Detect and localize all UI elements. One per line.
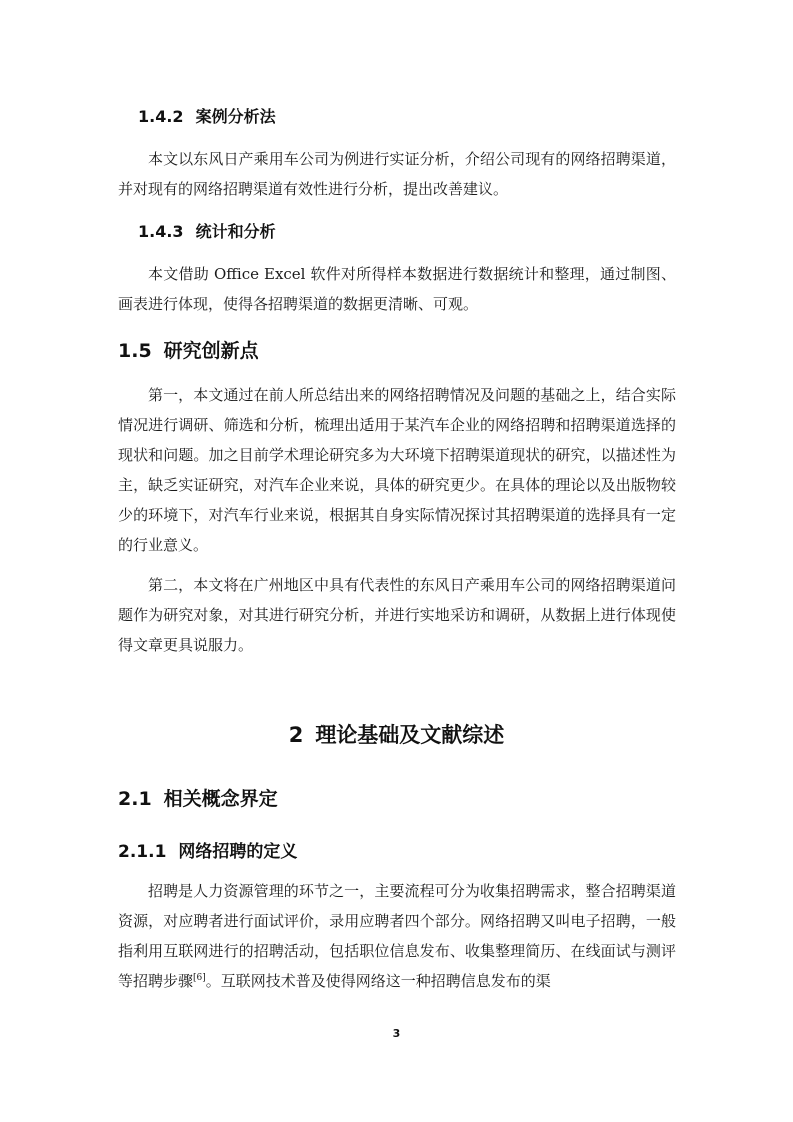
section-number: 2.1.1 [118, 842, 167, 862]
section-heading-2-1-1 [118, 840, 297, 864]
paragraph-text-continued: 。互联网技术普及使得网络这一种招聘信息发布的渠 [205, 972, 551, 990]
chapter-title: 理论基础及文献综述 [315, 723, 505, 747]
paragraph-text: 招聘是人力资源管理的环节之一，主要流程可分为收集招聘需求，整合招聘渠道资源，对应聘者进行面试评价，录用应聘者四个部分。网络招聘又叫电子招聘，一般指利用互联网进行的招聘活动，包括职位信息发布、收集整理简历、在线面试与测评等招聘步骤 [118, 882, 676, 990]
chapter-heading-2 [0, 721, 793, 749]
section-heading-2-1 [118, 787, 278, 811]
section-heading-1-4-3 [138, 222, 276, 242]
section-number: 1.4.2 [138, 107, 184, 126]
page-number: 3 [392, 1027, 401, 1040]
citation-ref: [6] [193, 973, 206, 983]
section-heading-1-4-2 [138, 107, 276, 127]
paragraph-innovation-second: 第二，本文将在广州地区中具有代表性的东风日产乘用车公司的网络招聘渠道问题作为研究对象，对其进行研究分析，并进行实地采访和调研，从数据上进行体现使得文章更具说服力。 [118, 576, 676, 654]
section-number: 2.1 [118, 788, 152, 810]
chapter-number: 2 [288, 723, 304, 747]
paragraph-recruitment-definition [118, 876, 676, 996]
paragraph-case-analysis: 本文以东风日产乘用车公司为例进行实证分析，介绍公司现有的网络招聘渠道，并对现有的网络招聘渠道有效性进行分析，提出改善建议。 [118, 150, 676, 198]
paragraph-innovation-first: 第一，本文通过在前人所总结出来的网络招聘情况及问题的基础之上，结合实际情况进行调研、筛选和分析，梳理出适用于某汽车企业的网络招聘和招聘渠道选择的现状和问题。加之目前学术理论研究多为大环境下招聘渠道现状的研究，以描述性为主，缺乏实证研究，对汽车企业来说，具体的研究更少。在具体的理论以及出版物较少的环境下，对汽车行业来说，根据其自身实际情况探讨其招聘渠道的选择具有一定的行业意义。 [118, 386, 676, 554]
section-heading-1-5 [118, 339, 259, 363]
section-title: 相关概念界定 [163, 788, 278, 810]
section-number: 1.4.3 [138, 222, 184, 241]
paragraph-statistics: 本文借助 Office Excel 软件对所得样本数据进行数据统计和整理，通过制图、画表进行体现，使得各招聘渠道的数据更清晰、可观。 [118, 265, 676, 313]
section-title: 研究创新点 [163, 340, 259, 362]
section-number: 1.5 [118, 340, 152, 362]
section-title: 统计和分析 [195, 222, 276, 241]
section-title: 案例分析法 [195, 107, 276, 126]
section-title: 网络招聘的定义 [178, 842, 298, 862]
